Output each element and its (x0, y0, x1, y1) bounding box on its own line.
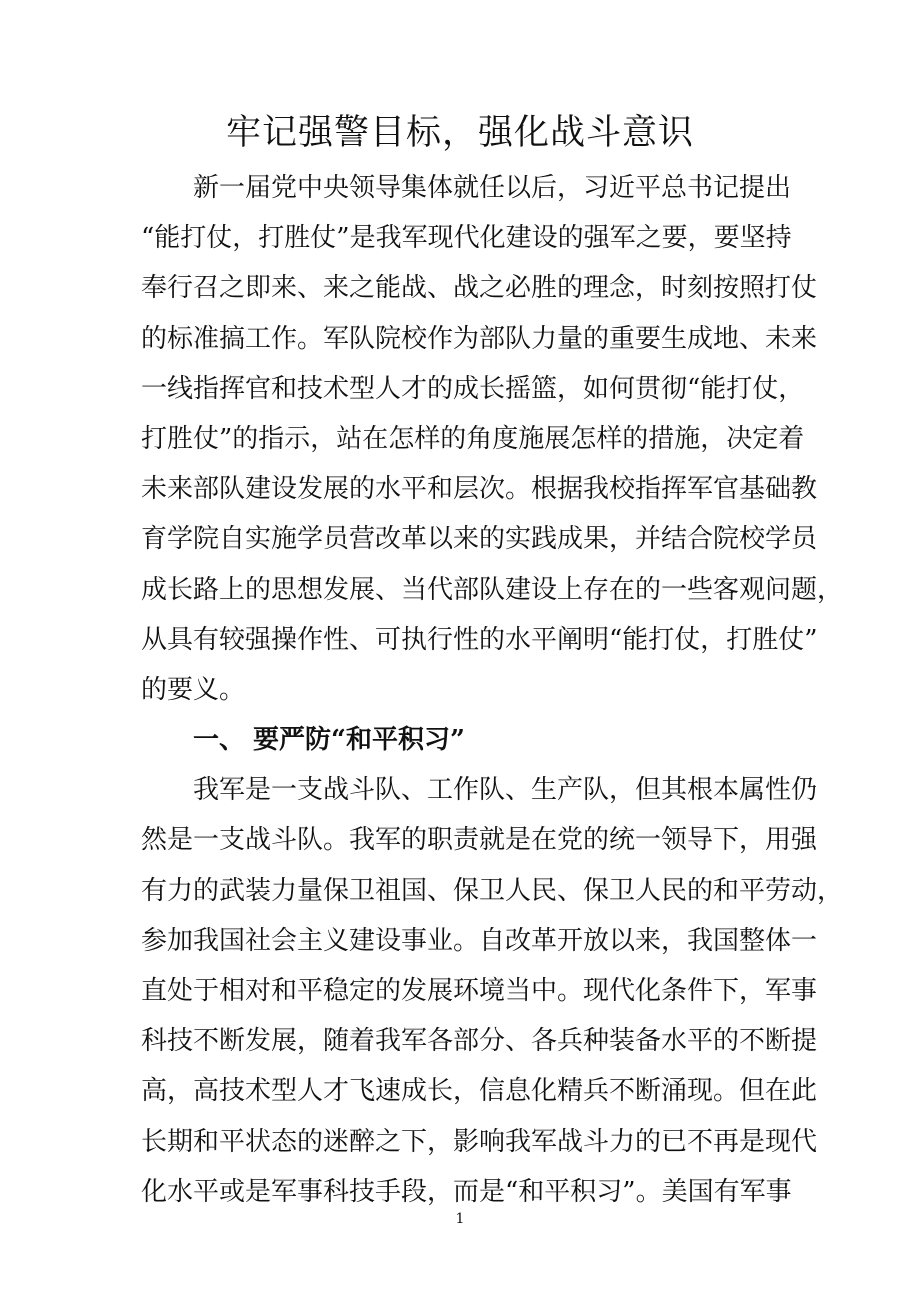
page-number: 1 (455, 1211, 465, 1227)
paragraph-line: 未来部队建设发展的水平和层次。根据我校指挥军官基础教 (141, 474, 818, 505)
section-heading-text: 要严防“和平积习” (253, 725, 465, 756)
paragraph-line: “能打仗，打胜仗”是我军现代化建设的强军之要，要坚持 (141, 223, 792, 254)
paragraph-line: 一线指挥官和技术型人才的成长摇篮，如何贯彻“能打仗， (141, 373, 805, 404)
paragraph-line: 打胜仗”的指示，站在怎样的角度施展怎样的措施，决定着 (141, 423, 805, 454)
paragraph-line: 有力的武装力量保卫祖国、保卫人民、保卫人民的和平劳动， (141, 875, 844, 906)
document-body (141, 163, 844, 1217)
section-heading (141, 715, 781, 765)
paragraph-line: 高，高技术型人才飞速成长，信息化精兵不断涌现。但在此 (141, 1076, 818, 1107)
document-title: 牢记强警目标，强化战斗意识 (225, 113, 694, 153)
paragraph-line: 从具有较强操作性、可执行性的水平阐明“能打仗，打胜仗” (141, 624, 818, 655)
paragraph-line: 科技不断发展，随着我军各部分、各兵种装备水平的不断提 (141, 1026, 818, 1057)
paragraph-line: 我军是一支战斗队、工作队、生产队，但其根本属性仍 (193, 775, 818, 806)
paragraph-line: 新一届党中央领导集体就任以后，习近平总书记提出 (193, 173, 792, 203)
paragraph-line: 参加我国社会主义建设事业。自改革开放以来，我国整体一 (141, 925, 818, 956)
paragraph-line: 育学院自实施学员营改革以来的实践成果，并结合院校学员 (141, 524, 818, 555)
paragraph-line: 成长路上的思想发展、当代部队建设上存在的一些客观问题， (141, 574, 844, 605)
paragraph-line: 的要义。 (141, 674, 246, 705)
paragraph-line: 然是一支战斗队。我军的职责就是在党的统一领导下，用强 (141, 825, 818, 856)
paragraph-line: 奉行召之即来、来之能战、战之必胜的理念，时刻按照打仗 (141, 273, 818, 304)
paragraph-line: 化水平或是军事科技手段，而是“和平积习”。美国有军事 (141, 1176, 792, 1207)
section-number: 一、 (193, 725, 246, 756)
paragraph-line: 直处于相对和平稳定的发展环境当中。现代化条件下，军事 (141, 976, 818, 1006)
paragraph-line: 的标准搞工作。军队院校作为部队力量的重要生成地、未来 (141, 323, 818, 354)
paragraph-line: 长期和平状态的迷醉之下，影响我军战斗力的已不再是现代 (141, 1126, 818, 1157)
